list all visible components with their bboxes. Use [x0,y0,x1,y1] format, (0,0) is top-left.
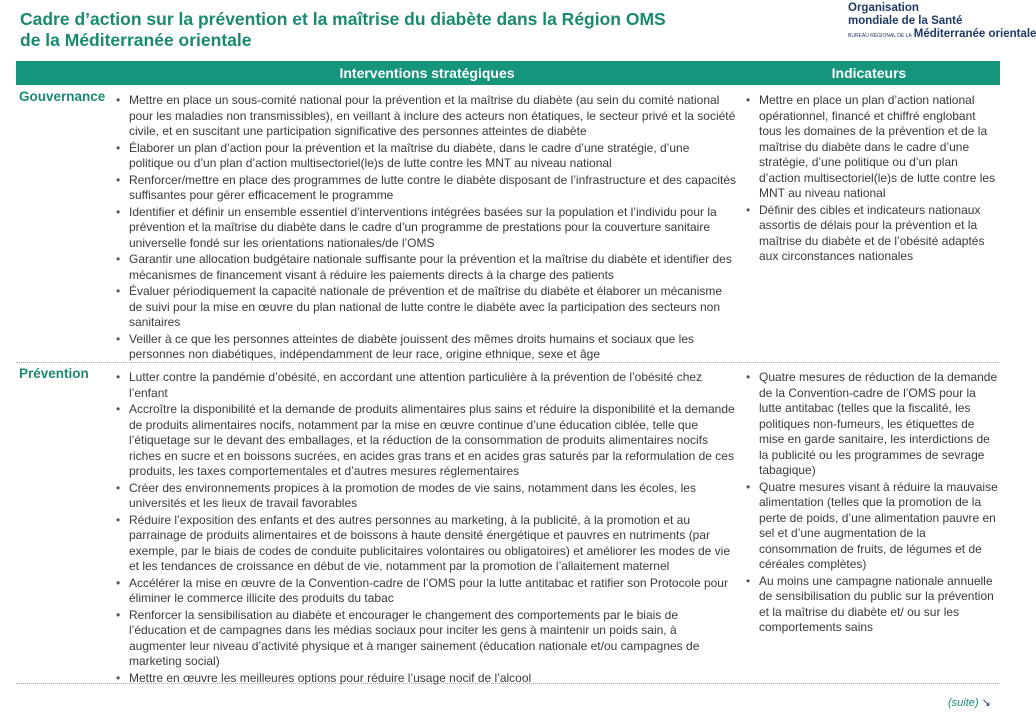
list-item: • Créer des environnements propices à la promotion de modes de vie sains, notamment dans les écoles, les universités et les lieux de travail favorables [114,481,736,512]
list-item: • Réduire l’exposition des enfants et des autres personnes au marketing, à la publicité, à la promotion et au parrainage de produits alimentaires et de boissons à haute densité énergétique et pauvres en nutriments (par exemple, par le biais de codes de conduite publicitaires volontaires ou obligatoires) et améliorer les modes de vie et les tendances de croissance en début de vie, notamment par la promotion de l’allaitement maternel [114,513,736,575]
list-item: • Garantir une allocation budgétaire nationale suffisante pour la prévention et la maîtrise du diabète et identifier des mécanismes de financement visant à réduire les paiements directs à la charge des patients [114,252,736,283]
title-line-1: Cadre d’action sur la prévention et la maîtrise du diabète dans la Région OMS [20,9,666,29]
logo-line-2: mondiale de la Santé [848,15,963,27]
list-item: • Quatre mesures de réduction de la demande de la Convention-cadre de l’OMS pour la lutte antitabac (telles que la fiscalité, les politiques non-fumeurs, les étiquettes de mise en garde sanitaire, les interdictions de la publicité ou les programmes de sevrage tabagique) [744,370,1000,479]
section-label: Gouvernance [19,89,106,104]
list-item: • Élaborer un plan d’action pour la prévention et la maîtrise du diabète, dans le cadre d’une stratégie, d’une politique ou d’un plan d’action multisectoriel(le)s de lutte contre les MNT au niveau national [114,141,736,172]
continued-label: (suite) [948,697,979,709]
list-item: • Quatre mesures visant à réduire la mauvaise alimentation (telles que la promotion de la perte de poids, d’une alimentation pauvre en sel et d’une augmentation de la consommation de fruits, de légumes et de céréales complètes) [744,480,1000,573]
indicators-list [744,370,1000,637]
list-item: • Renforcer/mettre en place des programmes de lutte contre le diabète disposant de l’infrastructure et des capacités suffisantes pour gérer efficacement le programme [114,173,736,204]
list-item: • Accélérer la mise en œuvre de la Convention-cadre de l’OMS pour la lutte antitabac et ratifier son Protocole pour éliminer le commerce illicite des produits du tabac [114,576,736,607]
list-item: • Renforcer la sensibilisation au diabète et encourager le changement des comportements par le biais de l’éducation et de campagnes dans les médias sociaux pour inciter les gens à maintenir un poids sain, à augmenter leur niveau d’activité physique et à manger sainement (éducation nationale et/ou campagnes de marketing social) [114,608,736,670]
section-prevention [16,366,1000,684]
logo-text [848,2,1036,43]
indicators-list [744,93,1000,266]
arrow-down-right-icon: ↘ [981,697,991,709]
who-logo [843,2,1036,52]
logo-line-3-wrapper [848,28,1036,43]
list-item: • Mettre en place un plan d’action national opérationnel, financé et chiffré englobant tous les domaines de la prévention et de la maîtrise du diabète dans le cadre d’une stratégie, d’une politique ou d’un plan d’action multisectoriel(le)s de lutte contre les MNT au niveau national [744,93,1000,202]
list-item: • Évaluer périodiquement la capacité nationale de prévention et de maîtrise du diabète et élaborer un mécanisme de suivi pour la mise en œuvre du plan national de lutte contre le diabète avec la participation des secteurs non sanitaires [114,284,736,331]
list-item: • Lutter contre la pandémie d’obésité, en accordant une attention particulière à la prévention de l’obésité chez l’enfant [114,370,736,401]
section-label: Prévention [19,366,89,381]
list-item: • Identifier et définir un ensemble essentiel d’interventions intégrées basées sur la population et l’individu pour la prévention et la maîtrise du diabète dans le cadre d’un programme de prestations pour la couverture sanitaire universelle fondé sur les orientations nationales/de l’OMS [114,205,736,252]
list-item: • Mettre en place un sous-comité national pour la prévention et la maîtrise du diabète (au sein du comité national pour les maladies non transmissibles), en veillant à inclure des acteurs non étatiques, le secteur privé et la société civile, et en suscitant une participation significative des personnes atteintes de diabète [114,93,736,140]
title-line-2: de la Méditerranée orientale [20,30,252,50]
interventions-list [114,370,736,687]
logo-small-text: BUREAU RÉGIONAL DE LA [848,33,912,39]
list-item: • Au moins une campagne nationale annuelle de sensibilisation du public sur la prévention et la maîtrise du diabète et/ ou sur les comportements sains [744,574,1000,636]
section-gouvernance [16,89,1000,363]
interventions-list [114,93,736,364]
header-indicators: Indicateurs [831,65,907,81]
list-item: • Mettre en œuvre les meilleures options pour réduire l’usage nocif de l’alcool [114,671,736,687]
header-interventions: Interventions stratégiques [339,65,515,81]
logo-line-3: Méditerranée orientale [913,28,1036,40]
table-header [16,61,1000,85]
list-item: • Veiller à ce que les personnes atteintes de diabète jouissent des mêmes droits humains et sociaux que les personnes non diabétiques, indépendamment de leur race, origine ethnique, sexe et âge [114,332,736,363]
continued-link[interactable] [948,696,991,709]
list-item: • Accroître la disponibilité et la demande de produits alimentaires plus sains et réduire la disponibilité et la demande de produits alimentaires nocifs, notamment par la mise en œuvre continue d’une éducation ciblée, telle que l’étiquetage sur le devant des emballages, et la réduction de la consommation de produits alimentaires nocifs riches en sucre et en boissons sucrées, en acides gras trans et en acides gras saturés par la reformulation de ces produits, les taxes comportementales et d’autres mesures réglementaires [114,402,736,480]
logo-line-1: Organisation [848,2,919,14]
list-item: • Définir des cibles et indicateurs nationaux assortis de délais pour la prévention et la maîtrise du diabète et de l’obésité adaptés aux circonstances nationales [744,203,1000,265]
page-title [20,9,740,51]
